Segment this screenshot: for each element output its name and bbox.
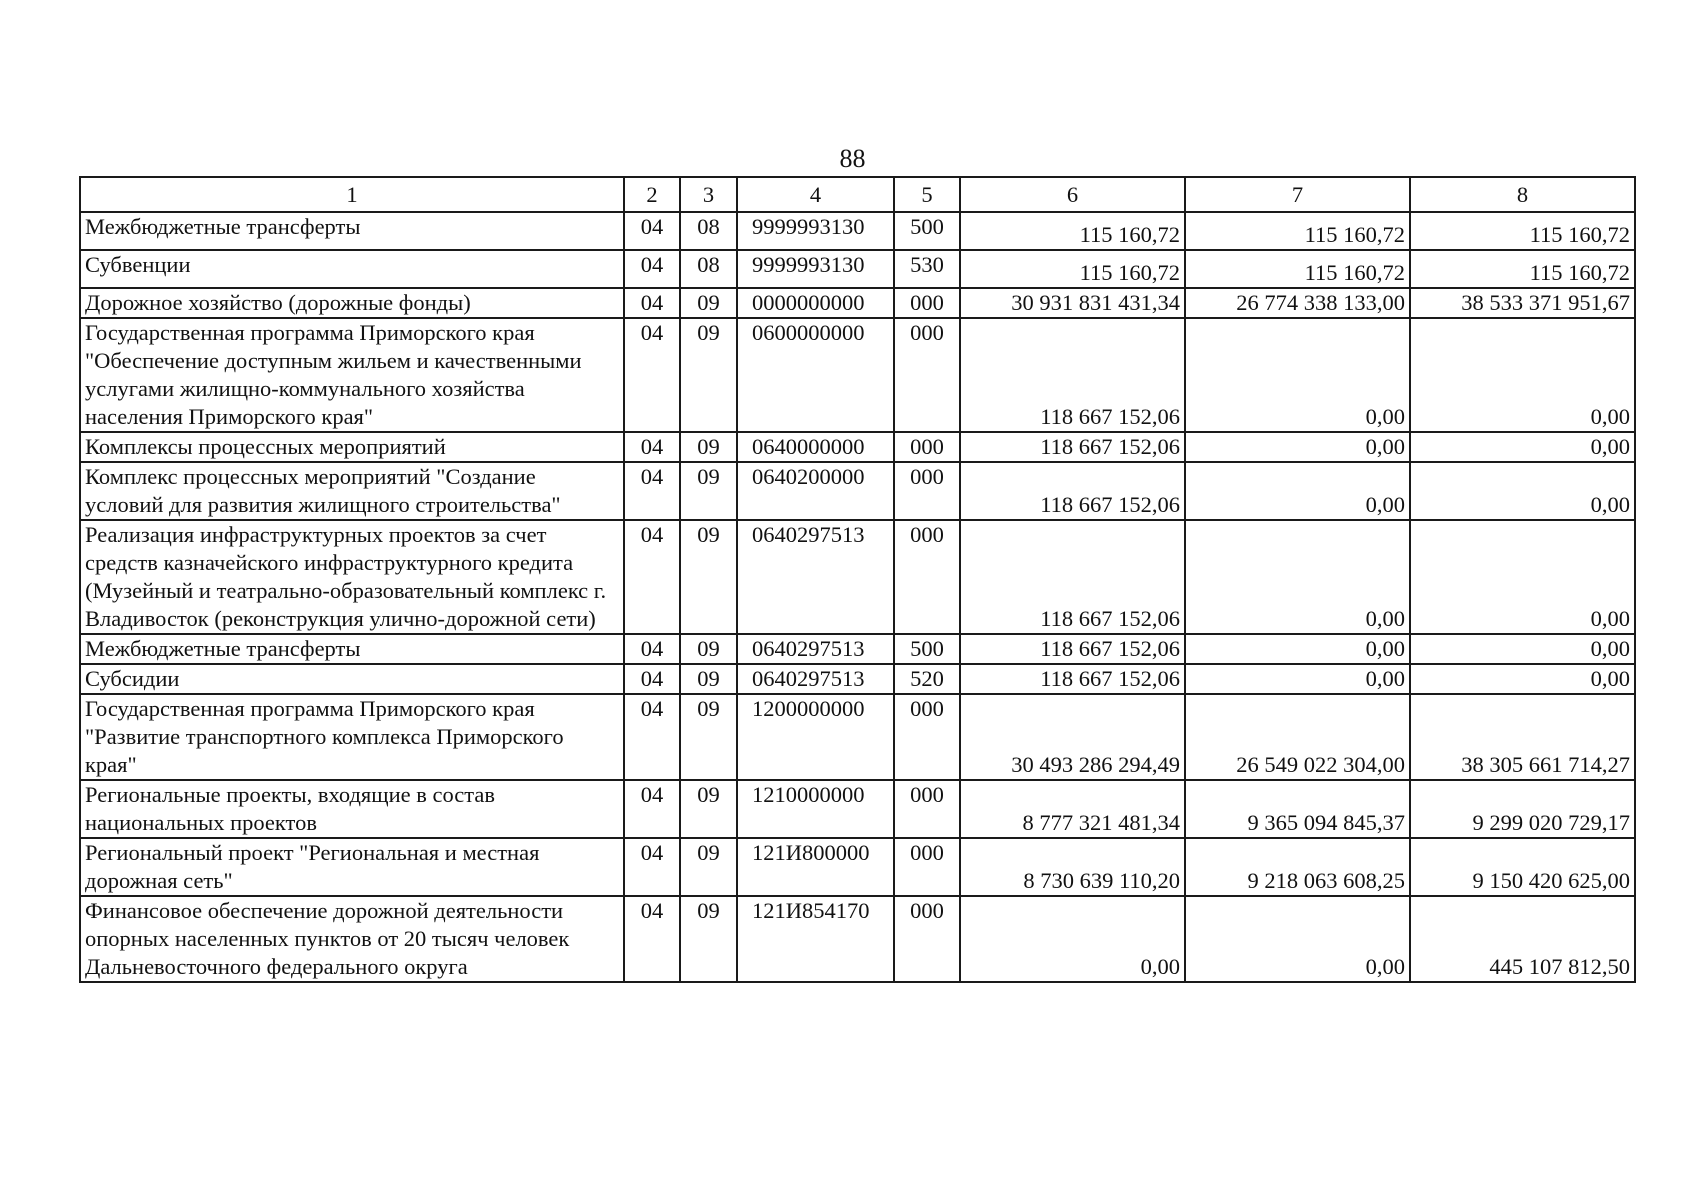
subsection-code-cell: 09 bbox=[680, 664, 737, 694]
row-name-cell: Межбюджетные трансферты bbox=[80, 634, 624, 664]
table-row bbox=[80, 694, 1635, 780]
table-row bbox=[80, 634, 1635, 664]
subsection-code-cell: 09 bbox=[680, 288, 737, 318]
expense-type-cell: 500 bbox=[894, 634, 960, 664]
amount-cell: 0,00 bbox=[1410, 462, 1635, 520]
row-name-cell: Дорожное хозяйство (дорожные фонды) bbox=[80, 288, 624, 318]
expense-type-cell: 000 bbox=[894, 780, 960, 838]
row-name-cell: Региональный проект "Региональная и местная дорожная сеть" bbox=[80, 838, 624, 896]
section-code-cell: 04 bbox=[624, 318, 680, 432]
section-code-cell: 04 bbox=[624, 250, 680, 288]
amount-cell: 0,00 bbox=[1185, 520, 1410, 634]
section-code-cell: 04 bbox=[624, 520, 680, 634]
column-header: 2 bbox=[624, 177, 680, 212]
amount-cell: 0,00 bbox=[1410, 318, 1635, 432]
header-row bbox=[80, 177, 1635, 212]
amount-cell: 118 667 152,06 bbox=[960, 634, 1185, 664]
expense-type-cell: 520 bbox=[894, 664, 960, 694]
row-name-cell: Субсидии bbox=[80, 664, 624, 694]
section-code-cell: 04 bbox=[624, 896, 680, 982]
table-row bbox=[80, 780, 1635, 838]
amount-cell: 38 305 661 714,27 bbox=[1410, 694, 1635, 780]
amount-cell: 0,00 bbox=[1410, 520, 1635, 634]
amount-cell: 9 365 094 845,37 bbox=[1185, 780, 1410, 838]
amount-cell: 118 667 152,06 bbox=[960, 432, 1185, 462]
target-code-cell: 0640000000 bbox=[737, 432, 894, 462]
amount-cell: 445 107 812,50 bbox=[1410, 896, 1635, 982]
section-code-cell: 04 bbox=[624, 780, 680, 838]
amount-cell: 0,00 bbox=[1185, 318, 1410, 432]
expense-type-cell: 000 bbox=[894, 318, 960, 432]
row-name-cell: Государственная программа Приморского края "Обеспечение доступным жильем и качественными услугами жилищно-коммунального хозяйства населения Приморского края" bbox=[80, 318, 624, 432]
target-code-cell: 0640200000 bbox=[737, 462, 894, 520]
table-row bbox=[80, 318, 1635, 432]
subsection-code-cell: 09 bbox=[680, 694, 737, 780]
amount-cell: 0,00 bbox=[1185, 664, 1410, 694]
subsection-code-cell: 09 bbox=[680, 432, 737, 462]
amount-cell: 118 667 152,06 bbox=[960, 462, 1185, 520]
section-code-cell: 04 bbox=[624, 432, 680, 462]
expense-type-cell: 000 bbox=[894, 838, 960, 896]
column-header: 1 bbox=[80, 177, 624, 212]
column-header: 7 bbox=[1185, 177, 1410, 212]
row-name-cell: Финансовое обеспечение дорожной деятельности опорных населенных пунктов от 20 тысяч человек Дальневосточного федерального округа bbox=[80, 896, 624, 982]
table-row bbox=[80, 462, 1635, 520]
amount-cell: 115 160,72 bbox=[1410, 212, 1635, 250]
amount-cell: 118 667 152,06 bbox=[960, 520, 1185, 634]
amount-cell: 118 667 152,06 bbox=[960, 318, 1185, 432]
section-code-cell: 04 bbox=[624, 838, 680, 896]
amount-cell: 0,00 bbox=[1410, 634, 1635, 664]
target-code-cell: 9999993130 bbox=[737, 212, 894, 250]
amount-cell: 26 549 022 304,00 bbox=[1185, 694, 1410, 780]
subsection-code-cell: 09 bbox=[680, 318, 737, 432]
subsection-code-cell: 09 bbox=[680, 520, 737, 634]
table-row bbox=[80, 212, 1635, 250]
target-code-cell: 1200000000 bbox=[737, 694, 894, 780]
section-code-cell: 04 bbox=[624, 694, 680, 780]
subsection-code-cell: 09 bbox=[680, 462, 737, 520]
row-name-cell: Государственная программа Приморского края "Развитие транспортного комплекса Приморского края" bbox=[80, 694, 624, 780]
amount-cell: 115 160,72 bbox=[960, 212, 1185, 250]
amount-cell: 0,00 bbox=[1185, 432, 1410, 462]
section-code-cell: 04 bbox=[624, 664, 680, 694]
column-header: 4 bbox=[737, 177, 894, 212]
expense-type-cell: 000 bbox=[894, 694, 960, 780]
amount-cell: 9 218 063 608,25 bbox=[1185, 838, 1410, 896]
amount-cell: 9 150 420 625,00 bbox=[1410, 838, 1635, 896]
amount-cell: 9 299 020 729,17 bbox=[1410, 780, 1635, 838]
target-code-cell: 1210000000 bbox=[737, 780, 894, 838]
subsection-code-cell: 08 bbox=[680, 250, 737, 288]
section-code-cell: 04 bbox=[624, 288, 680, 318]
amount-cell: 8 730 639 110,20 bbox=[960, 838, 1185, 896]
row-name-cell: Межбюджетные трансферты bbox=[80, 212, 624, 250]
row-name-cell: Комплексы процессных мероприятий bbox=[80, 432, 624, 462]
table-row bbox=[80, 838, 1635, 896]
amount-cell: 30 493 286 294,49 bbox=[960, 694, 1185, 780]
amount-cell: 0,00 bbox=[1185, 634, 1410, 664]
amount-cell: 0,00 bbox=[960, 896, 1185, 982]
expense-type-cell: 000 bbox=[894, 288, 960, 318]
column-header: 8 bbox=[1410, 177, 1635, 212]
target-code-cell: 0640297513 bbox=[737, 664, 894, 694]
amount-cell: 0,00 bbox=[1185, 896, 1410, 982]
amount-cell: 8 777 321 481,34 bbox=[960, 780, 1185, 838]
target-code-cell: 121И854170 bbox=[737, 896, 894, 982]
expense-type-cell: 500 bbox=[894, 212, 960, 250]
page-number: 88 bbox=[839, 144, 866, 173]
amount-cell: 118 667 152,06 bbox=[960, 664, 1185, 694]
expense-type-cell: 000 bbox=[894, 432, 960, 462]
table-row bbox=[80, 520, 1635, 634]
row-name-cell: Комплекс процессных мероприятий "Создание условий для развития жилищного строительства" bbox=[80, 462, 624, 520]
table-row bbox=[80, 250, 1635, 288]
budget-table bbox=[79, 176, 1636, 983]
amount-cell: 30 931 831 431,34 bbox=[960, 288, 1185, 318]
target-code-cell: 0600000000 bbox=[737, 318, 894, 432]
target-code-cell: 121И800000 bbox=[737, 838, 894, 896]
amount-cell: 0,00 bbox=[1410, 664, 1635, 694]
subsection-code-cell: 09 bbox=[680, 634, 737, 664]
amount-cell: 26 774 338 133,00 bbox=[1185, 288, 1410, 318]
amount-cell: 0,00 bbox=[1410, 432, 1635, 462]
expense-type-cell: 530 bbox=[894, 250, 960, 288]
target-code-cell: 0000000000 bbox=[737, 288, 894, 318]
column-header: 6 bbox=[960, 177, 1185, 212]
row-name-cell: Региональные проекты, входящие в состав национальных проектов bbox=[80, 780, 624, 838]
target-code-cell: 0640297513 bbox=[737, 634, 894, 664]
amount-cell: 38 533 371 951,67 bbox=[1410, 288, 1635, 318]
table-row bbox=[80, 432, 1635, 462]
expense-type-cell: 000 bbox=[894, 520, 960, 634]
subsection-code-cell: 09 bbox=[680, 780, 737, 838]
subsection-code-cell: 09 bbox=[680, 838, 737, 896]
target-code-cell: 9999993130 bbox=[737, 250, 894, 288]
expense-type-cell: 000 bbox=[894, 896, 960, 982]
table-row bbox=[80, 896, 1635, 982]
target-code-cell: 0640297513 bbox=[737, 520, 894, 634]
column-header: 3 bbox=[680, 177, 737, 212]
amount-cell: 115 160,72 bbox=[1185, 212, 1410, 250]
row-name-cell: Субвенции bbox=[80, 250, 624, 288]
amount-cell: 115 160,72 bbox=[1410, 250, 1635, 288]
section-code-cell: 04 bbox=[624, 462, 680, 520]
table-row bbox=[80, 664, 1635, 694]
column-header: 5 bbox=[894, 177, 960, 212]
row-name-cell: Реализация инфраструктурных проектов за счет средств казначейского инфраструктурного кредита (Музейный и театрально-образовательный комплекс г. Владивосток (реконструкция улично-дорожной сети) bbox=[80, 520, 624, 634]
amount-cell: 0,00 bbox=[1185, 462, 1410, 520]
expense-type-cell: 000 bbox=[894, 462, 960, 520]
section-code-cell: 04 bbox=[624, 634, 680, 664]
table-row bbox=[80, 288, 1635, 318]
section-code-cell: 04 bbox=[624, 212, 680, 250]
subsection-code-cell: 09 bbox=[680, 896, 737, 982]
subsection-code-cell: 08 bbox=[680, 212, 737, 250]
amount-cell: 115 160,72 bbox=[960, 250, 1185, 288]
amount-cell: 115 160,72 bbox=[1185, 250, 1410, 288]
